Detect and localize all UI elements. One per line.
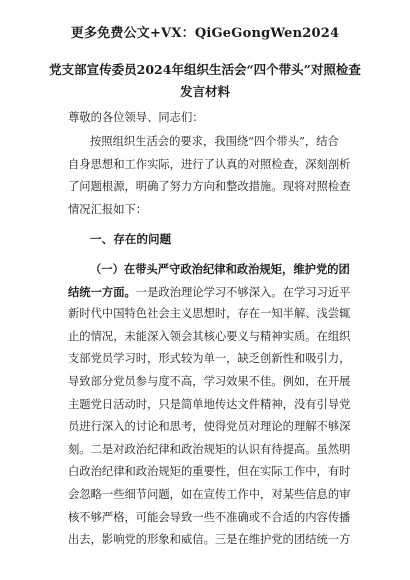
body-paragraph	[68, 258, 358, 552]
body-line: 导致部分党员参与度不高，学习效果不佳。例如，在开展	[68, 374, 351, 388]
section-heading-text: 一、存在的问题	[90, 232, 172, 246]
body-line: 支部党员学习时，形式较为单一，缺乏创新性和吸引力，	[68, 352, 351, 366]
body-heading-bold-end: 结统一方面。	[68, 284, 136, 299]
body-line-rest: 一是政治理论学习不够深入。在学习习近平	[135, 285, 351, 299]
body-line: 刻。二是对政治纪律和政治规矩的认识有待提高。虽然明	[68, 442, 351, 456]
body-line: 核不够严格，可能会导致一些不准确或不合适的内容传播	[68, 510, 351, 524]
document-title-line-1: 党支部宣传委员2024年组织生活会“四个带头”对照检查	[49, 62, 361, 77]
document-title-line-2: 发言材料	[179, 84, 230, 99]
body-line: 会忽略一些细节问题，如在宣传工作中，对某些信息的审	[68, 487, 351, 501]
section-heading	[90, 228, 380, 251]
page-header: 更多免费公文+VX：QiGeGongWen2024	[70, 26, 340, 41]
body-line: 出去，影响党的形象和威信。三是在维护党的团结统一方	[68, 533, 351, 547]
intro-paragraph	[68, 131, 358, 221]
greeting-text: 尊敬的各位领导、同志们：	[68, 111, 204, 124]
body-line: 止的情况，未能深入领会其核心要义与精神实质。在组织	[68, 329, 351, 343]
intro-line: 按照组织生活会的要求，我围绕“四个带头”，结合	[90, 135, 339, 148]
intro-line: 情况汇报如下：	[68, 202, 148, 216]
body-line: 新时代中国特色社会主义思想时，存在一知半解、浅尝辄	[68, 307, 351, 321]
body-heading-bold: （一）在带头严守政治纪律和政治规矩，维护党的团	[90, 262, 350, 276]
greeting	[68, 107, 358, 130]
body-line: 白政治纪律和政治规矩的重要性，但在实际工作中，有时	[68, 465, 351, 479]
intro-line: 了问题根源，明确了努力方向和整改措施。现将对照检查	[68, 180, 351, 194]
intro-line: 自身思想和工作实际，进行了认真的对照检查，深刻剖析	[68, 157, 351, 171]
body-line: 主题党日活动时，只是简单地传达文件精神，没有引导党	[68, 397, 351, 411]
body-line: 员进行深入的讨论和思考，使得党员对理论的理解不够深	[68, 420, 351, 434]
